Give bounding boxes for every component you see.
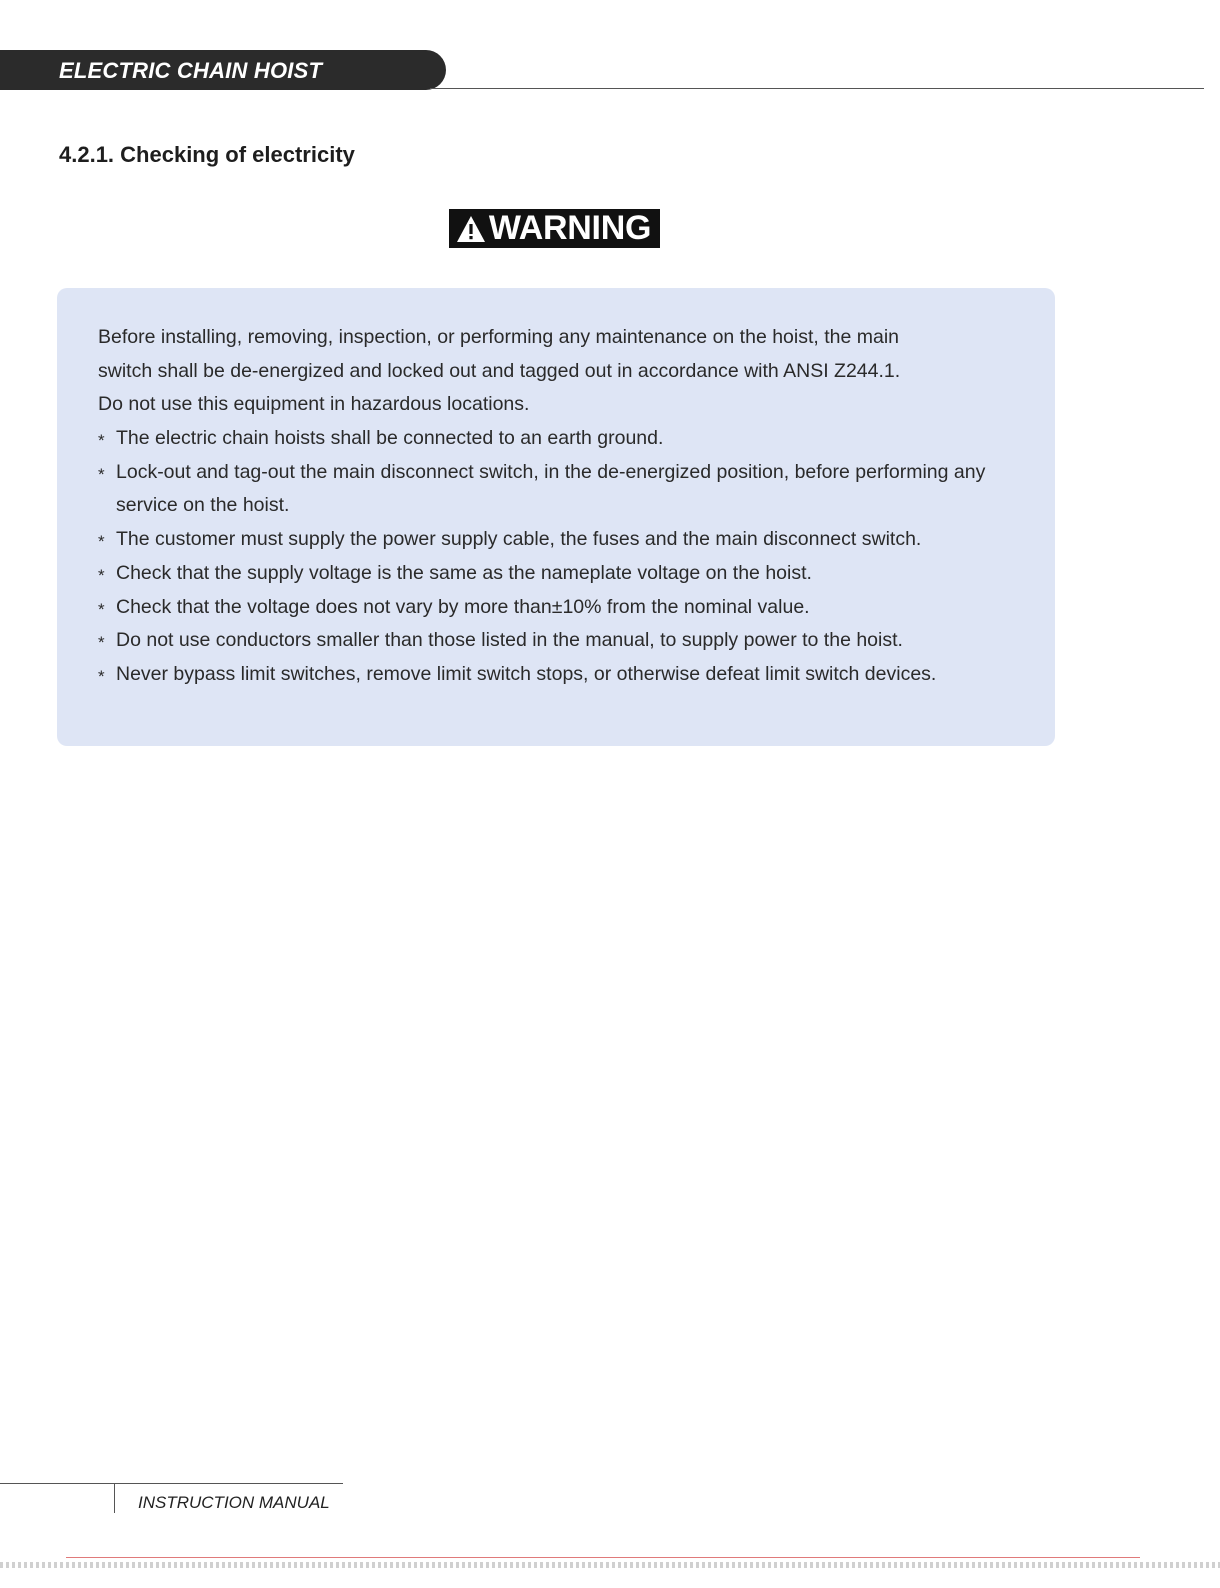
warning-bullet bbox=[98, 456, 1038, 523]
intro-line: Do not use this equipment in hazardous locations. bbox=[98, 393, 530, 416]
bullet-marker: * bbox=[98, 565, 105, 585]
warning-bullet bbox=[98, 591, 1038, 625]
header-rule bbox=[430, 88, 1204, 89]
header-title: ELECTRIC CHAIN HOIST bbox=[59, 58, 323, 83]
bottom-edge-line bbox=[66, 1557, 1140, 1558]
bullet-text: Check that the supply voltage is the same as the nameplate voltage on the hoist. bbox=[116, 561, 812, 584]
warning-bullet bbox=[98, 523, 1038, 557]
bullet-text: The customer must supply the power supply cable, the fuses and the main disconnect switch. bbox=[116, 528, 922, 551]
bullet-text: Do not use conductors smaller than those listed in the manual, to supply power to the hoist. bbox=[116, 629, 903, 652]
footer-label: INSTRUCTION MANUAL bbox=[138, 1493, 330, 1512]
bullet-text: Never bypass limit switches, remove limit switch stops, or otherwise defeat limit switch devices. bbox=[116, 662, 937, 685]
footer-rule bbox=[0, 1483, 343, 1484]
bullet-text: The electric chain hoists shall be connected to an earth ground. bbox=[116, 427, 664, 449]
warning-triangle-icon bbox=[456, 215, 486, 243]
bullet-text: Lock-out and tag-out the main disconnect switch, in the de-energized position, before performing any service on the hoist. bbox=[116, 460, 986, 517]
warning-bullet-list bbox=[98, 422, 1038, 692]
warning-intro bbox=[98, 321, 1038, 422]
bullet-marker: * bbox=[98, 431, 105, 450]
intro-line: switch shall be de-energized and locked out and tagged out in accordance with ANSI Z244.1. bbox=[98, 359, 901, 382]
warning-bullet bbox=[98, 624, 1038, 658]
bullet-text: Check that the voltage does not vary by more than±10% from the nominal value. bbox=[116, 595, 810, 618]
bullet-marker: * bbox=[98, 599, 105, 619]
bullet-marker: * bbox=[98, 532, 105, 552]
intro-line: Before installing, removing, inspection, or performing any maintenance on the hoist, the main bbox=[98, 326, 900, 348]
warning-text: WARNING bbox=[488, 209, 652, 247]
bottom-scan-artifact bbox=[0, 1562, 1220, 1568]
warning-bullet bbox=[98, 422, 1038, 456]
warning-bullet bbox=[98, 557, 1038, 591]
warning-bullet bbox=[98, 658, 1038, 692]
section-heading: 4.2.1. Checking of electricity bbox=[59, 142, 355, 167]
bullet-marker: * bbox=[98, 666, 105, 686]
footer-divider bbox=[114, 1483, 115, 1513]
bullet-marker: * bbox=[98, 633, 105, 653]
bullet-marker: * bbox=[98, 464, 105, 484]
warning-label bbox=[449, 209, 660, 248]
